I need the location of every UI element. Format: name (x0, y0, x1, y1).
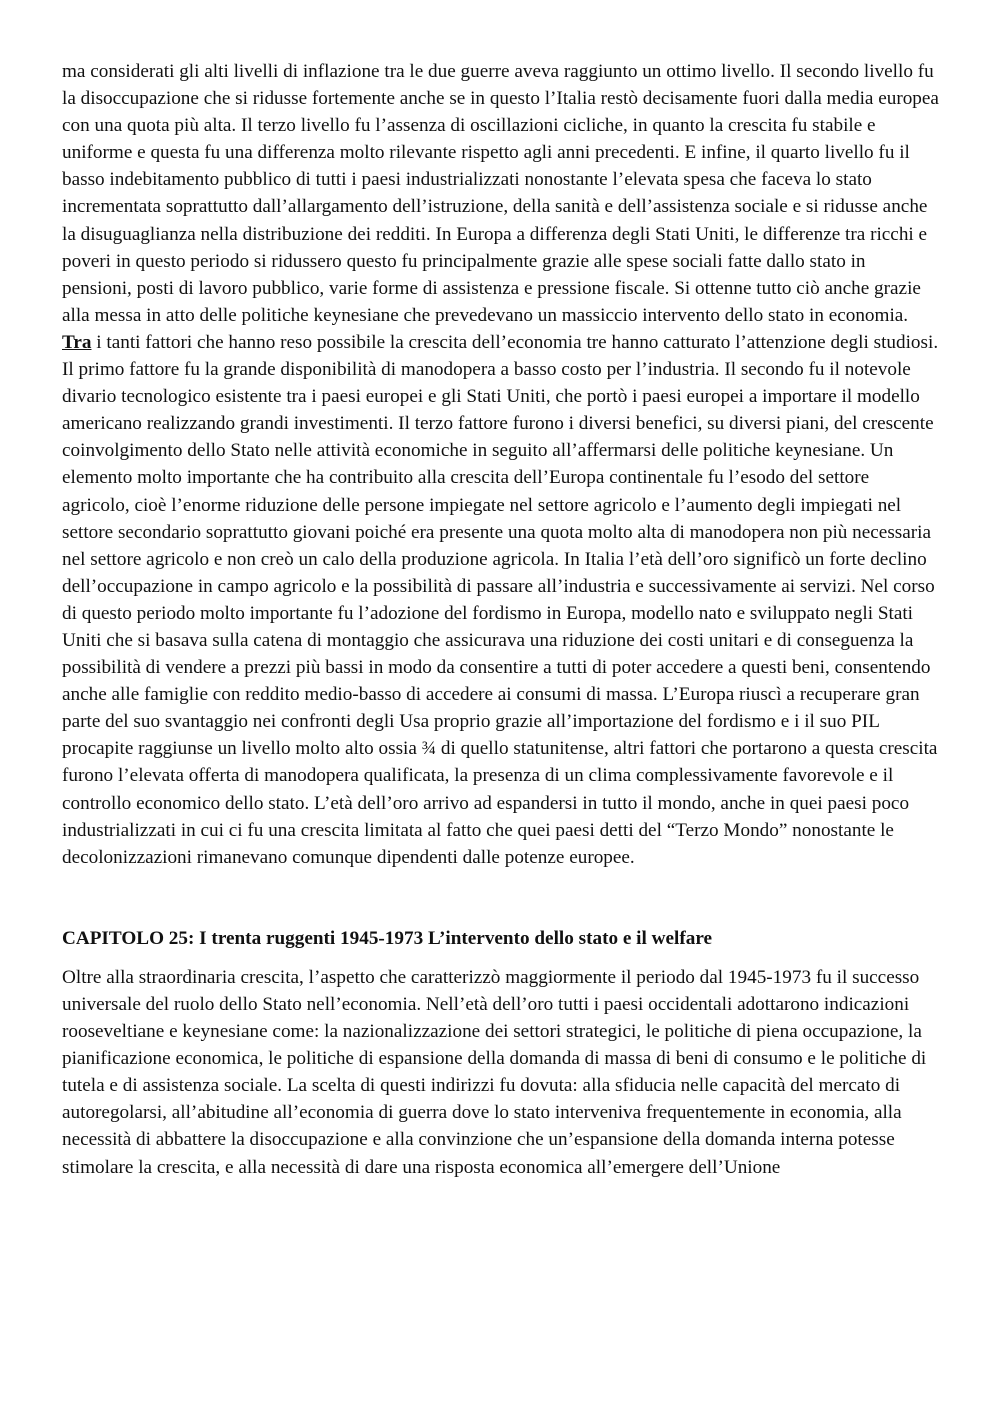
emphasized-word: Tra (62, 331, 92, 353)
paragraph-text: i tanti fattori che hanno reso possibile la crescita dell’economia tre hanno catturato l’attenzione degli studiosi. Il primo fattore fu la grande disponibilità di manodopera a basso costo per l’industria. Il secondo fu il notevole divario tecnologico esistente tra i paesi europei e gli Stati Uniti, che portò i paesi europei a importare il modello americano realizzando grandi investimenti. Il terzo fattore furono i diversi benefici, su diversi piani, del crescente coinvolgimento dello Stato nelle attività economiche in seguito all’affermarsi delle politiche keynesiane. Un elemento molto importante che ha contribuito alla crescita dell’Europa continentale fu l’esodo del settore agricolo, cioè l’enorme riduzione delle persone impiegate nel settore agricolo e l’aumento degli impiegati nel settore secondario soprattutto giovani poiché era presente una quota molto alta di manodopera non più necessaria nel settore agricolo e non creò un calo della produzione agricola. In Italia l’età dell’oro significò un forte declino dell’occupazione in campo agricolo e la possibilità di passare all’industria e successivamente ai servizi. Nel corso di questo periodo molto importante fu l’adozione del fordismo in Europa, modello nato e sviluppato negli Stati Uniti che si basava sulla catena di montaggio che assicurava una riduzione dei costi unitari e di conseguenza la possibilità di vendere a prezzi più bassi in modo da consentire a tutti di poter accedere a questi beni, consentendo anche alle famiglie con reddito medio-basso di accedere ai consumi di massa. L’Europa riuscì a recuperare gran parte del suo svantaggio nei confronti degli Usa proprio grazie all’importazione del fordismo e i il suo PIL procapite raggiunse un livello molto alto ossia ¾ di quello statunitense, altri fattori che portarono a questa crescita furono l’elevata offerta di manodopera qualificata, la presenza di un clima complessivamente favorevole e il controllo economico dello stato. L’età dell’oro arrivo ad espandersi in tutto il mondo, anche in quei paesi poco industrializzati in cui ci fu una crescita limitata al fatto che quei paesi detti del “Terzo Mondo” nonostante le decolonizzazioni rimanevano comunque dipendenti dalle potenze europee. (62, 331, 939, 868)
body-paragraph (62, 58, 940, 871)
paragraph-text: ma considerati gli alti livelli di inflazione tra le due guerre aveva raggiunto un ottimo livello. Il secondo livello fu la disoccupazione che si ridusse fortemente anche se in questo l’Italia restò decisamente fuori dalla media europea con una quota più alta. Il terzo livello fu l’assenza di oscillazioni cicliche, in quanto la crescita fu stabile e uniforme e questa fu una differenza molto rilevante rispetto agli anni precedenti. E infine, il quarto livello fu il basso indebitamento pubblico di tutti i paesi industrializzati nonostante l’elevata spesa che faceva lo stato incrementata soprattutto dall’allargamento dell’istruzione, della sanità e dell’assistenza sociale e si ridusse anche la disuguaglianza nella distribuzione dei redditi. In Europa a differenza degli Stati Uniti, le differenze tra ricchi e poveri in questo periodo si ridussero questo fu principalmente grazie alle spese sociali fatte dallo stato in pensioni, posti di lavoro pubblico, varie forme di assistenza e pressione fiscale. Si ottenne tutto ciò anche grazie alla messa in atto delle politiche keynesiane che prevedevano un massiccio intervento dello stato in economia. (62, 61, 939, 326)
chapter-heading: CAPITOLO 25: I trenta ruggenti 1945-1973 L’intervento dello stato e il welfare (62, 927, 713, 949)
document-page (62, 58, 940, 1181)
section-spacer (62, 871, 940, 925)
body-paragraph: Oltre alla straordinaria crescita, l’aspetto che caratterizzò maggiormente il periodo dal 1945-1973 fu il successo universale del ruolo dello Stato nell’economia. Nell’età dell’oro tutti i paesi occidentali adottarono indicazioni rooseveltiane e keynesiane come: la nazionalizzazione dei settori strategici, le politiche di piena occupazione, la pianificazione economica, le politiche di espansione della domanda di massa di beni di consumo e le politiche di tutela e di assistenza sociale. La scelta di questi indirizzi fu dovuta: alla sfiducia nelle capacità del mercato di autoregolarsi, all’abitudine all’economia di guerra dove lo stato interveniva frequentemente in economia, alla necessità di abbattere la disoccupazione e alla convinzione che un’espansione della domanda interna potesse stimolare la crescita, e alla necessità di dare una risposta economica all’emergere dell’Unione (62, 966, 927, 1178)
